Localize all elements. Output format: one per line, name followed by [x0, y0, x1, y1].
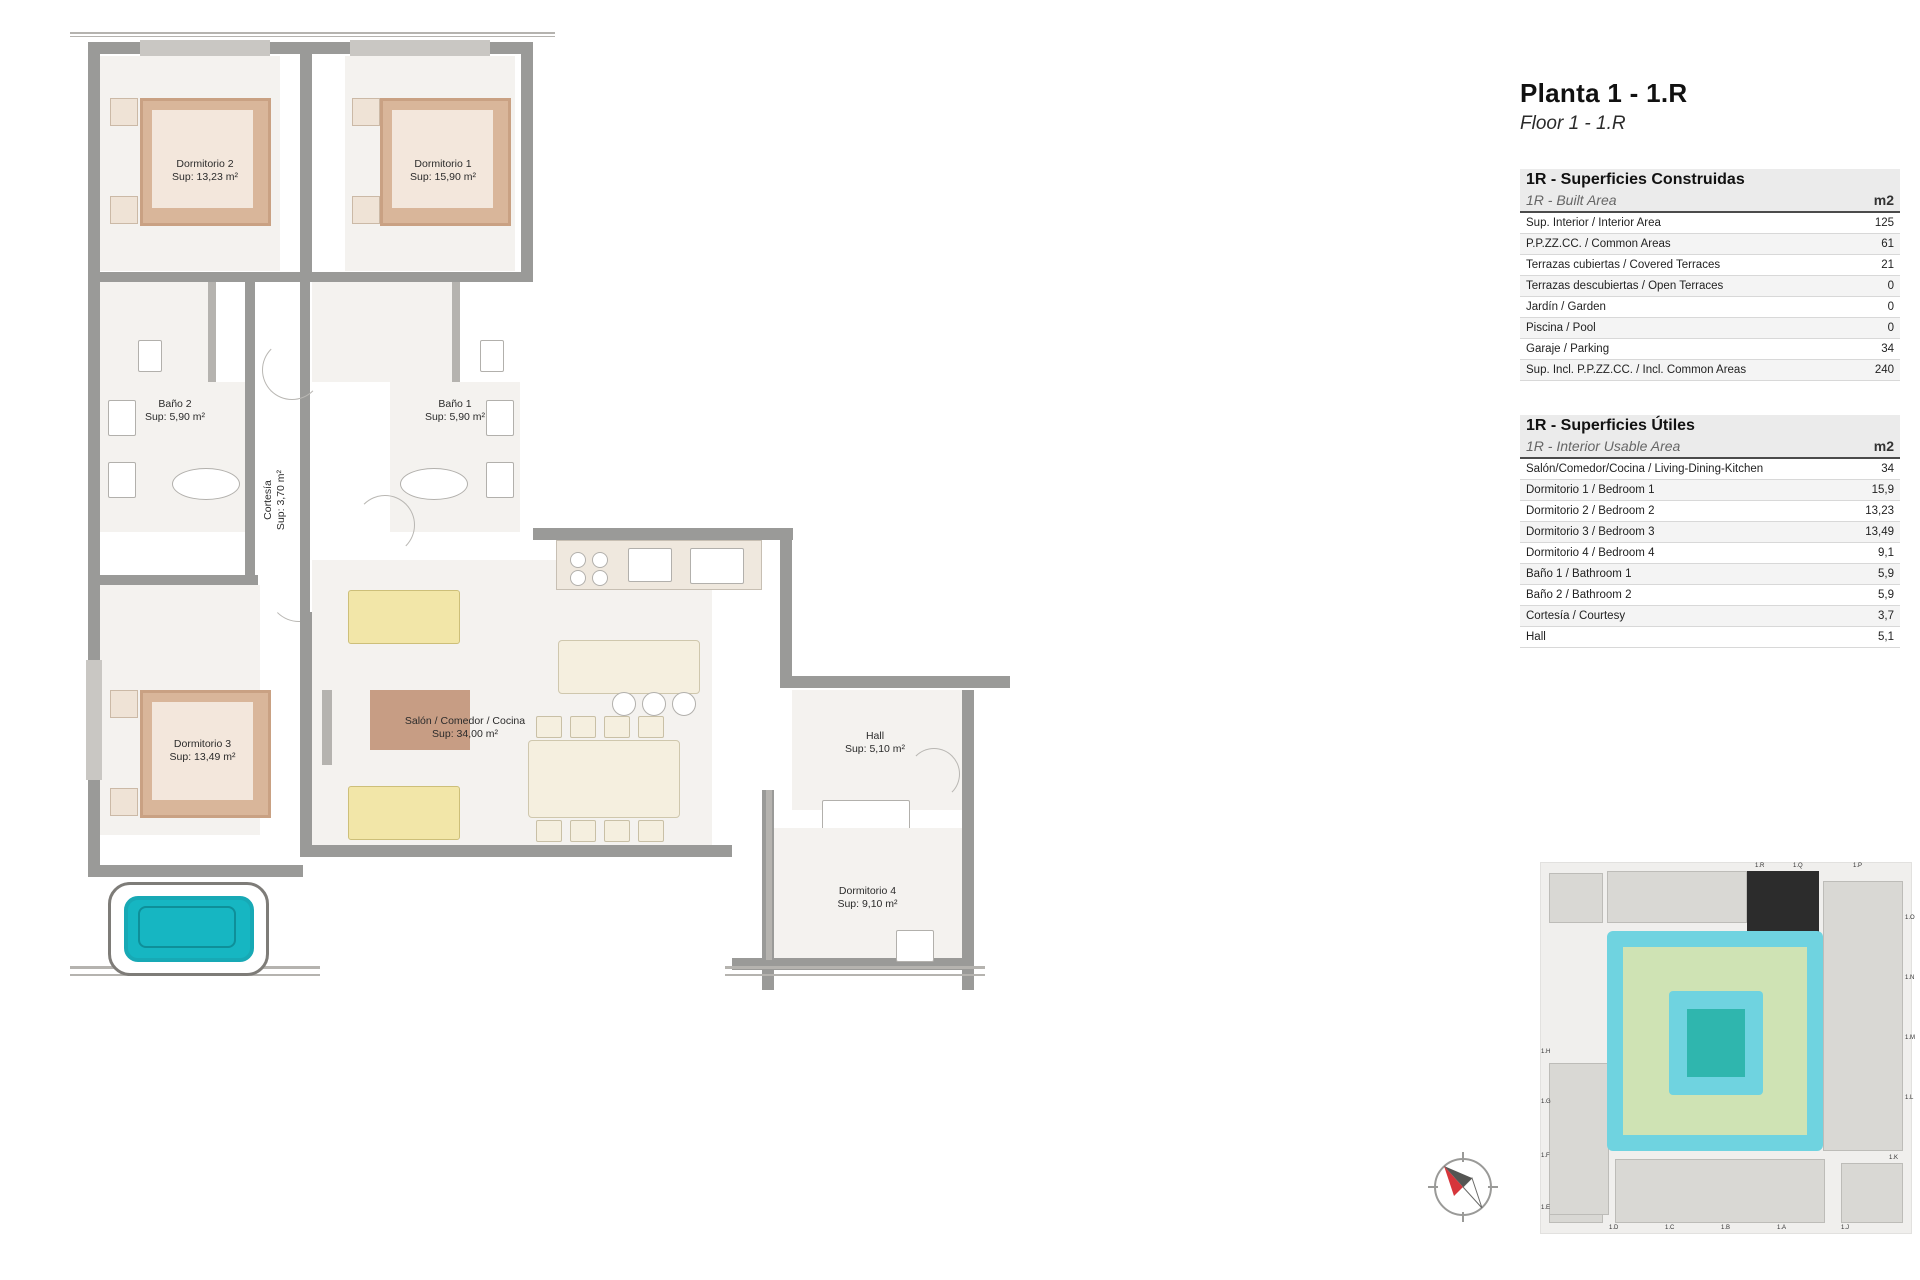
- row-label: Baño 2 / Bathroom 2: [1526, 589, 1632, 601]
- row-label: Cortesía / Courtesy: [1526, 610, 1626, 622]
- keyplan-units-right: [1823, 881, 1903, 1151]
- table-row: [1520, 276, 1900, 297]
- room-label-bath2: Baño 2 Sup: 5,90 m²: [144, 398, 206, 423]
- wall-living-left-low: [300, 612, 312, 857]
- bedroom4-wardrobe: [896, 930, 934, 962]
- room-label-bedroom3: Dormitorio 3 Sup: 13,49 m²: [169, 738, 236, 763]
- stool: [672, 692, 696, 716]
- row-value: 240: [1874, 364, 1894, 376]
- table-row: [1520, 297, 1900, 318]
- table-row: [1520, 459, 1900, 480]
- closet-right-floor: [312, 282, 452, 382]
- keyplan-label: 1.M: [1905, 1035, 1916, 1041]
- sink-kitchen: [628, 548, 672, 582]
- compass-rose: [1424, 1148, 1502, 1226]
- plan-outline-top: [70, 32, 555, 34]
- keyplan-label: 1.H: [1541, 1049, 1551, 1055]
- kitchen-island: [558, 640, 700, 694]
- row-label: Dormitorio 4 / Bedroom 4: [1526, 547, 1655, 559]
- keyplan-label: 1.D: [1609, 1225, 1619, 1231]
- dining-chair: [604, 820, 630, 842]
- dining-chair: [536, 820, 562, 842]
- keyplan-block: [1841, 1163, 1903, 1223]
- row-label: Dormitorio 1 / Bedroom 1: [1526, 484, 1655, 496]
- keyplan-block: [1549, 873, 1603, 923]
- keyplan-accent: [1687, 1009, 1745, 1077]
- row-label: Jardín / Garden: [1526, 301, 1606, 313]
- built-area-subtitle-row: [1520, 191, 1900, 213]
- page-subtitle: Floor 1 - 1.R: [1520, 113, 1626, 134]
- dining-chair: [604, 716, 630, 738]
- window-bedroom1: [350, 40, 490, 56]
- keyplan-label: 1.K: [1889, 1155, 1899, 1161]
- row-label: Dormitorio 3 / Bedroom 3: [1526, 526, 1655, 538]
- built-area-subtitle: 1R - Built Area: [1526, 192, 1617, 208]
- table-row: [1520, 522, 1900, 543]
- row-value: 125: [1874, 217, 1894, 229]
- table-row: [1520, 564, 1900, 585]
- table-row: [1520, 255, 1900, 276]
- row-value: 0: [1887, 280, 1894, 292]
- wall-bedroom4-left: [766, 790, 772, 960]
- row-value: 0: [1887, 301, 1894, 313]
- built-area-table: [1520, 169, 1900, 381]
- keyplan-label: 1.B: [1721, 1225, 1731, 1231]
- keyplan-units-top: [1607, 871, 1747, 923]
- row-label: Hall: [1526, 631, 1546, 643]
- door-arc-bath1: [355, 495, 415, 555]
- sofa-bottom: [348, 786, 460, 840]
- row-value: 13,23: [1865, 505, 1894, 517]
- dining-chair: [638, 820, 664, 842]
- row-label: Baño 1 / Bathroom 1: [1526, 568, 1632, 580]
- room-label-living: Salón / Comedor / Cocina Sup: 34,00 m²: [404, 715, 526, 740]
- wall-bedroom-divider: [300, 42, 312, 272]
- sofa-top: [348, 590, 460, 644]
- cooktop-burner-3: [570, 570, 586, 586]
- oven-kitchen: [690, 548, 744, 584]
- keyplan-label: 1.A: [1777, 1225, 1787, 1231]
- tub-bath1: [400, 468, 468, 500]
- table-row: [1520, 480, 1900, 501]
- keyplan-label: 1.O: [1905, 915, 1915, 921]
- row-label: Garaje / Parking: [1526, 343, 1610, 355]
- wall-right-top: [521, 42, 533, 272]
- table-row: [1520, 234, 1900, 255]
- table-row: [1520, 318, 1900, 339]
- row-value: 13,49: [1865, 526, 1894, 538]
- window-bedroom2: [140, 40, 270, 56]
- closet-right-wall: [452, 282, 460, 382]
- nightstand-bedroom1-left: [352, 98, 380, 126]
- keyplan-label: 1.C: [1665, 1225, 1675, 1231]
- door-arc-hall: [908, 748, 960, 800]
- tv-panel: [322, 690, 332, 765]
- nightstand-bedroom3-right: [110, 788, 138, 816]
- nightstand-bedroom3-left: [110, 690, 138, 718]
- hall-closet: [822, 800, 910, 830]
- toilet-bath2: [108, 462, 136, 498]
- table-row: [1520, 543, 1900, 564]
- room-label-courtesy: Cortesía Sup: 3,70 m²: [262, 469, 287, 531]
- room-label-bedroom4: Dormitorio 4 Sup: 9,10 m²: [837, 885, 898, 910]
- door-arc-bedroom1: [262, 340, 322, 400]
- row-value: 34: [1881, 343, 1894, 355]
- window-bedroom3: [86, 660, 102, 780]
- keyplan-label: 1.J: [1841, 1225, 1850, 1231]
- room-label-bedroom2: Dormitorio 2 Sup: 13,23 m²: [172, 158, 238, 183]
- row-value: 15,9: [1871, 484, 1894, 496]
- built-area-title: 1R - Superficies Construidas: [1520, 169, 1900, 191]
- cooktop-burner-1: [570, 552, 586, 568]
- keyplan-label: 1.Q: [1793, 863, 1803, 869]
- row-value: 5,1: [1878, 631, 1894, 643]
- terrace-line-bottom-3: [725, 966, 985, 969]
- keyplan-label: 1.F: [1541, 1153, 1550, 1159]
- nightstand-bedroom1-right: [352, 196, 380, 224]
- row-label: Salón/Comedor/Cocina / Living-Dining-Kitchen: [1526, 463, 1764, 475]
- row-label: Sup. Incl. P.P.ZZ.CC. / Incl. Common Areas: [1526, 364, 1747, 376]
- wall-terrace-edge: [780, 676, 1010, 688]
- keyplan-label: 1.G: [1541, 1099, 1551, 1105]
- compass-icon: [1424, 1148, 1502, 1226]
- keyplan-label: 1.E: [1541, 1205, 1551, 1211]
- floor-plan: [0, 0, 1120, 1060]
- built-area-unit: m2: [1873, 192, 1894, 208]
- wall-below-bedrooms: [88, 272, 533, 282]
- nightstand-bedroom2-left: [110, 98, 138, 126]
- keyplan-units-bottom: [1615, 1159, 1825, 1223]
- usable-area-subtitle: 1R - Interior Usable Area: [1526, 438, 1681, 454]
- wall-corridor-left: [245, 282, 255, 582]
- tub-bath2: [172, 468, 240, 500]
- row-label: Terrazas descubiertas / Open Terraces: [1526, 280, 1724, 292]
- closet-icon-left: [138, 340, 162, 372]
- room-label-bath1: Baño 1 Sup: 5,90 m²: [424, 398, 486, 423]
- row-value: 9,1: [1878, 547, 1894, 559]
- dining-chair: [638, 716, 664, 738]
- row-value: 34: [1881, 463, 1894, 475]
- row-label: Sup. Interior / Interior Area: [1526, 217, 1661, 229]
- wall-kitchen-top: [533, 528, 793, 540]
- wall-living-bottom: [312, 845, 732, 857]
- closet-icon-right: [480, 340, 504, 372]
- row-value: 3,7: [1878, 610, 1894, 622]
- cooktop-burner-4: [592, 570, 608, 586]
- keyplan-units-left: [1549, 1063, 1609, 1215]
- row-label: P.P.ZZ.CC. / Common Areas: [1526, 238, 1671, 250]
- usable-area-subtitle-row: [1520, 437, 1900, 459]
- room-label-bedroom1: Dormitorio 1 Sup: 15,90 m²: [410, 158, 476, 183]
- closet-left-wall: [208, 282, 216, 382]
- key-plan: [1540, 862, 1916, 1234]
- row-label: Piscina / Pool: [1526, 322, 1596, 334]
- cooktop-burner-2: [592, 552, 608, 568]
- row-value: 5,9: [1878, 568, 1894, 580]
- table-row: [1520, 501, 1900, 522]
- pool-inner-line: [138, 906, 236, 948]
- keyplan-label: 1.L: [1905, 1095, 1914, 1101]
- table-row: [1520, 339, 1900, 360]
- row-label: Dormitorio 2 / Bedroom 2: [1526, 505, 1655, 517]
- table-row: [1520, 606, 1900, 627]
- wall-bottom-left: [88, 865, 303, 877]
- usable-area-title: 1R - Superficies Útiles: [1520, 415, 1900, 437]
- dining-table: [528, 740, 680, 818]
- terrace-line-bottom-4: [725, 974, 985, 976]
- wall-living-right: [780, 528, 792, 688]
- dining-chair: [570, 820, 596, 842]
- row-value: 0: [1887, 322, 1894, 334]
- table-row: [1520, 627, 1900, 648]
- plan-outline-top-2: [70, 36, 555, 37]
- row-value: 21: [1881, 259, 1894, 271]
- room-label-hall: Hall Sup: 5,10 m²: [844, 730, 906, 755]
- usable-area-table: [1520, 415, 1900, 648]
- wall-hall-right: [962, 690, 974, 990]
- nightstand-bedroom2-right: [110, 196, 138, 224]
- keyplan-label: 1.R: [1755, 863, 1765, 869]
- keyplan-label: 1.N: [1905, 975, 1915, 981]
- table-row: [1520, 585, 1900, 606]
- table-row: [1520, 360, 1900, 381]
- row-value: 5,9: [1878, 589, 1894, 601]
- stool: [642, 692, 666, 716]
- info-panel: [1520, 78, 1900, 648]
- stool: [612, 692, 636, 716]
- table-row: [1520, 213, 1900, 234]
- row-label: Terrazas cubiertas / Covered Terraces: [1526, 259, 1721, 271]
- toilet-bath1: [486, 462, 514, 498]
- row-value: 61: [1881, 238, 1894, 250]
- keyplan-label: 1.P: [1853, 863, 1863, 869]
- page-title: Planta 1 - 1.R: [1520, 78, 1688, 108]
- usable-area-unit: m2: [1873, 438, 1894, 454]
- wall-bedroom3-top: [88, 575, 258, 585]
